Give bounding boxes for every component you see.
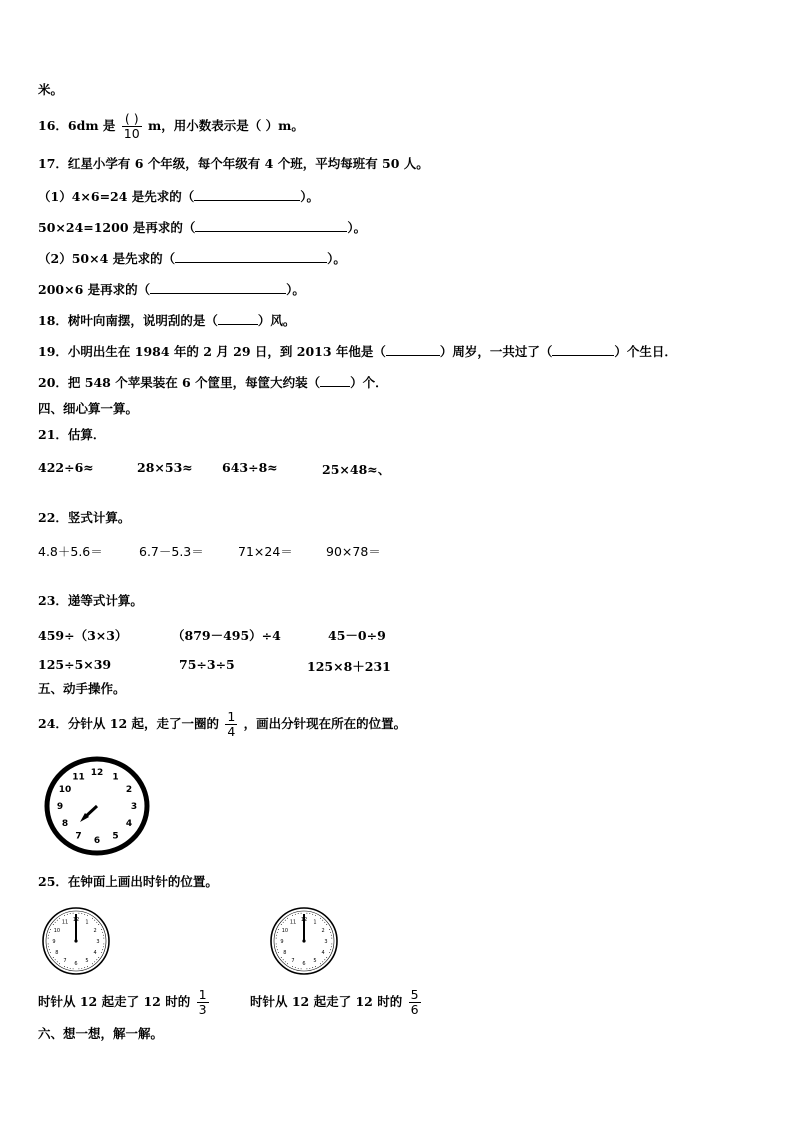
minute-tick <box>324 959 325 960</box>
minute-tick <box>320 963 321 964</box>
minute-tick <box>326 924 327 925</box>
minute-tick <box>92 918 93 919</box>
q16-fraction-numerator: ( ) <box>122 112 142 127</box>
minute-tick <box>322 920 323 921</box>
minute-tick <box>298 913 299 914</box>
question-25: 25．在钟面上画出时针的位置。 <box>38 874 218 889</box>
stepwise-item: 459÷（3×3） <box>38 628 128 643</box>
minute-tick <box>102 949 103 950</box>
q17-1-text-b: ）。 <box>300 189 320 204</box>
minute-tick <box>292 966 293 967</box>
clock-number: 6 <box>302 960 306 967</box>
answer-blank[interactable] <box>175 251 327 263</box>
clock-number: 6 <box>74 960 78 967</box>
minute-tick <box>312 914 313 915</box>
minute-tick <box>276 943 277 944</box>
minute-tick <box>278 929 279 930</box>
minute-tick <box>87 966 88 967</box>
question-17-part-1 <box>38 189 319 204</box>
q25-caption-left-text: 时针从 12 起走了 12 时的 <box>38 994 191 1009</box>
q25-left-numerator: 1 <box>198 987 207 1002</box>
question-18 <box>38 313 295 328</box>
minute-tick <box>331 935 332 936</box>
minute-tick <box>67 914 68 915</box>
question-21: 21．估算． <box>38 427 106 442</box>
minute-tick <box>326 957 327 958</box>
minute-tick <box>101 952 102 953</box>
minute-tick <box>312 967 313 968</box>
clock-number: 4 <box>125 819 133 830</box>
q17-3-text-a: （2）50×4 是先求的（ <box>38 251 176 266</box>
minute-tick <box>295 914 296 915</box>
minute-tick <box>78 968 79 969</box>
minute-tick <box>283 922 284 923</box>
stepwise-item: （879－495）÷4 <box>172 628 281 643</box>
clock-face-large <box>44 755 152 857</box>
vertical-calc-item: 71×24＝ <box>238 544 293 559</box>
estimate-item: 422÷6≈ <box>38 460 94 475</box>
minute-tick <box>59 963 60 964</box>
clock-number: 5 <box>112 831 119 842</box>
minute-tick <box>94 920 95 921</box>
minute-tick <box>101 929 102 930</box>
minute-tick <box>329 929 330 930</box>
clock-number: 12 <box>72 916 80 923</box>
clock-number: 4 <box>93 949 97 956</box>
minute-tick <box>55 959 56 960</box>
q25-right-fraction <box>409 988 421 1017</box>
minute-tick <box>49 932 50 933</box>
minute-tick <box>57 961 58 962</box>
minute-tick <box>96 959 97 960</box>
minute-tick <box>298 968 299 969</box>
minute-tick <box>287 963 288 964</box>
minute-tick <box>330 932 331 933</box>
answer-blank[interactable] <box>552 344 614 356</box>
clock-number: 1 <box>313 919 317 926</box>
q16-fraction <box>122 112 142 141</box>
minute-tick <box>295 967 296 968</box>
clock-number: 10 <box>53 927 61 934</box>
question-24 <box>38 710 406 739</box>
clock-number: 1 <box>85 919 89 926</box>
minute-tick <box>48 946 49 947</box>
q25-left-fraction <box>197 988 209 1017</box>
clock-number: 3 <box>96 938 100 945</box>
q17-1-text-a: （1）4×6=24 是先求的（ <box>38 189 195 204</box>
minute-tick <box>306 913 307 914</box>
minute-tick <box>94 961 95 962</box>
minute-tick <box>285 961 286 962</box>
minute-tick <box>48 938 49 939</box>
minute-tick <box>53 957 54 958</box>
minute-tick <box>98 957 99 958</box>
clock-number: 12 <box>300 916 308 923</box>
q16-fraction-denominator: 10 <box>123 126 140 141</box>
clock-number: 11 <box>72 772 85 783</box>
clock-number: 4 <box>321 949 325 956</box>
question-22: 22．竖式计算。 <box>38 510 131 525</box>
question-19 <box>38 344 677 359</box>
clock-number: 8 <box>61 819 69 830</box>
minute-tick <box>87 915 88 916</box>
question-17-part-3 <box>38 251 346 266</box>
q24-text-a: 24．分针从 12 起，走了一圈的 <box>38 716 219 731</box>
clock-number: 7 <box>291 957 295 964</box>
minute-tick <box>331 943 332 944</box>
clock-number: 7 <box>63 957 67 964</box>
minute-tick <box>73 913 74 914</box>
stepwise-item: 125÷5×39 <box>38 657 112 672</box>
answer-blank[interactable] <box>195 220 347 232</box>
answer-blank[interactable] <box>320 375 350 387</box>
minute-tick <box>276 946 277 947</box>
vertical-calc-item: 4.8＋5.6＝ <box>38 544 103 559</box>
minute-tick <box>81 913 82 914</box>
clock-number: 7 <box>75 831 82 842</box>
clock-number: 10 <box>281 927 289 934</box>
q20-text-b: ）个． <box>350 375 388 390</box>
q18-text-b: ）风。 <box>257 313 296 328</box>
minute-tick <box>306 968 307 969</box>
clock-number: 3 <box>324 938 328 945</box>
minute-tick <box>309 913 310 914</box>
minute-tick <box>103 935 104 936</box>
minute-tick <box>64 915 65 916</box>
minute-tick <box>329 952 330 953</box>
clock-number: 5 <box>313 957 317 964</box>
question-17-part-2 <box>38 220 366 235</box>
minute-tick <box>276 938 277 939</box>
q17-2-text-b: ）。 <box>347 220 367 235</box>
q24-text-b: ，画出分针现在所在的位置。 <box>243 716 407 731</box>
minute-tick <box>278 952 279 953</box>
clock-number: 11 <box>61 919 69 926</box>
minute-tick <box>48 943 49 944</box>
minute-tick <box>309 968 310 969</box>
estimate-item: 643÷8≈ <box>222 460 278 475</box>
minute-tick <box>49 949 50 950</box>
minute-tick <box>53 924 54 925</box>
clock-number: 2 <box>93 927 97 934</box>
vertical-calc-item: 90×78＝ <box>326 544 381 559</box>
question-16 <box>38 112 304 141</box>
minute-tick <box>287 918 288 919</box>
clock-face-right[interactable] <box>268 905 340 977</box>
question-17: 17．红星小学有 6 个年级，每个年级有 4 个班，平均每班有 50 人。 <box>38 156 429 171</box>
answer-blank[interactable] <box>150 282 286 294</box>
clock-number: 8 <box>55 949 59 956</box>
minute-tick <box>331 938 332 939</box>
clock-number: 9 <box>280 938 284 945</box>
q17-2-text-a: 50×24=1200 是再求的（ <box>38 220 196 235</box>
minute-tick <box>98 924 99 925</box>
minute-tick <box>50 929 51 930</box>
minute-tick <box>322 961 323 962</box>
minute-tick <box>102 932 103 933</box>
minute-tick <box>281 924 282 925</box>
minute-tick <box>84 967 85 968</box>
minute-tick <box>84 914 85 915</box>
q19-text-b: ）周岁，一共过了（ <box>439 344 553 359</box>
minute-tick <box>315 966 316 967</box>
clock-number: 9 <box>56 802 64 813</box>
q19-text-c: ）个生日． <box>614 344 677 359</box>
answer-blank[interactable] <box>194 189 300 201</box>
question-20 <box>38 375 388 390</box>
clock-number: 11 <box>289 919 297 926</box>
minute-tick <box>96 922 97 923</box>
minute-tick <box>103 938 104 939</box>
question-17-part-4 <box>38 282 305 297</box>
minute-tick <box>59 918 60 919</box>
minute-tick <box>67 967 68 968</box>
minute-tick <box>320 918 321 919</box>
minute-tick <box>277 949 278 950</box>
estimate-item: 28×53≈ <box>137 460 193 475</box>
q16-text-a: 16．6dm 是 <box>38 118 116 133</box>
minute-tick <box>301 968 302 969</box>
minute-tick <box>283 959 284 960</box>
question-23: 23．递等式计算。 <box>38 593 143 608</box>
q18-text-a: 18．树叶向南摆，说明刮的是（ <box>38 313 218 328</box>
clock-number: 8 <box>283 949 287 956</box>
clock-number: 2 <box>321 927 325 934</box>
clock-number: 12 <box>90 768 104 779</box>
section-6-heading: 六、想一想，解一解。 <box>38 1026 164 1041</box>
q25-right-numerator: 5 <box>410 987 419 1002</box>
clock-number: 6 <box>93 836 101 847</box>
q17-3-text-b: ）。 <box>327 251 346 266</box>
answer-blank[interactable] <box>218 313 258 325</box>
q25-caption-right <box>250 988 423 1017</box>
q16-text-b: m，用小数表示是（ ）m。 <box>148 118 304 133</box>
minute-tick <box>315 915 316 916</box>
minute-tick <box>73 968 74 969</box>
continued-text: 米。 <box>38 82 64 97</box>
minute-tick <box>78 913 79 914</box>
q25-right-denominator: 6 <box>410 1002 419 1017</box>
stepwise-item: 45－0÷9 <box>328 628 386 643</box>
q24-fraction-denominator: 4 <box>227 724 236 739</box>
minute-tick <box>324 922 325 923</box>
minute-tick <box>81 968 82 969</box>
section-5-heading: 五、动手操作。 <box>38 681 126 696</box>
q25-caption-left <box>38 988 211 1017</box>
clock-number: 2 <box>125 785 133 796</box>
clock-center <box>74 939 77 942</box>
minute-tick <box>301 913 302 914</box>
clock-number: 10 <box>58 785 72 796</box>
stepwise-item: 75÷3÷5 <box>179 657 235 672</box>
minute-tick <box>103 943 104 944</box>
minute-tick <box>281 957 282 958</box>
q24-fraction <box>225 710 237 739</box>
minute-tick <box>70 968 71 969</box>
q19-text-a: 19．小明出生在 1984 年的 2 月 29 日，到 2013 年他是（ <box>38 344 386 359</box>
clock-center <box>302 939 305 942</box>
clock-number: 9 <box>52 938 56 945</box>
clock-face-left[interactable] <box>40 905 112 977</box>
answer-blank[interactable] <box>386 344 440 356</box>
minute-tick <box>103 946 104 947</box>
clock-number: 5 <box>85 957 89 964</box>
section-4-heading: 四、细心算一算。 <box>38 401 139 416</box>
minute-tick <box>277 932 278 933</box>
minute-tick <box>50 952 51 953</box>
q17-4-text-b: ）。 <box>286 282 305 297</box>
minute-tick <box>64 966 65 967</box>
minute-tick <box>48 935 49 936</box>
minute-tick <box>331 946 332 947</box>
minute-tick <box>55 922 56 923</box>
estimate-item: 25×48≈、 <box>322 462 391 477</box>
q20-text-a: 20．把 548 个苹果装在 6 个筐里，每筐大约装（ <box>38 375 321 390</box>
minute-tick <box>92 963 93 964</box>
minute-tick <box>330 949 331 950</box>
q17-4-text-a: 200×6 是再求的（ <box>38 282 151 297</box>
minute-tick <box>70 913 71 914</box>
vertical-calc-item: 6.7－5.3＝ <box>139 544 204 559</box>
clock-number: 3 <box>130 802 138 813</box>
minute-tick <box>285 920 286 921</box>
clock-number: 1 <box>112 772 119 783</box>
q25-left-denominator: 3 <box>198 1002 207 1017</box>
minute-tick <box>276 935 277 936</box>
minute-tick <box>57 920 58 921</box>
stepwise-item: 125×8＋231 <box>307 659 391 674</box>
q25-caption-right-text: 时针从 12 起走了 12 时的 <box>250 994 403 1009</box>
minute-tick <box>292 915 293 916</box>
q24-fraction-numerator: 1 <box>227 709 236 724</box>
